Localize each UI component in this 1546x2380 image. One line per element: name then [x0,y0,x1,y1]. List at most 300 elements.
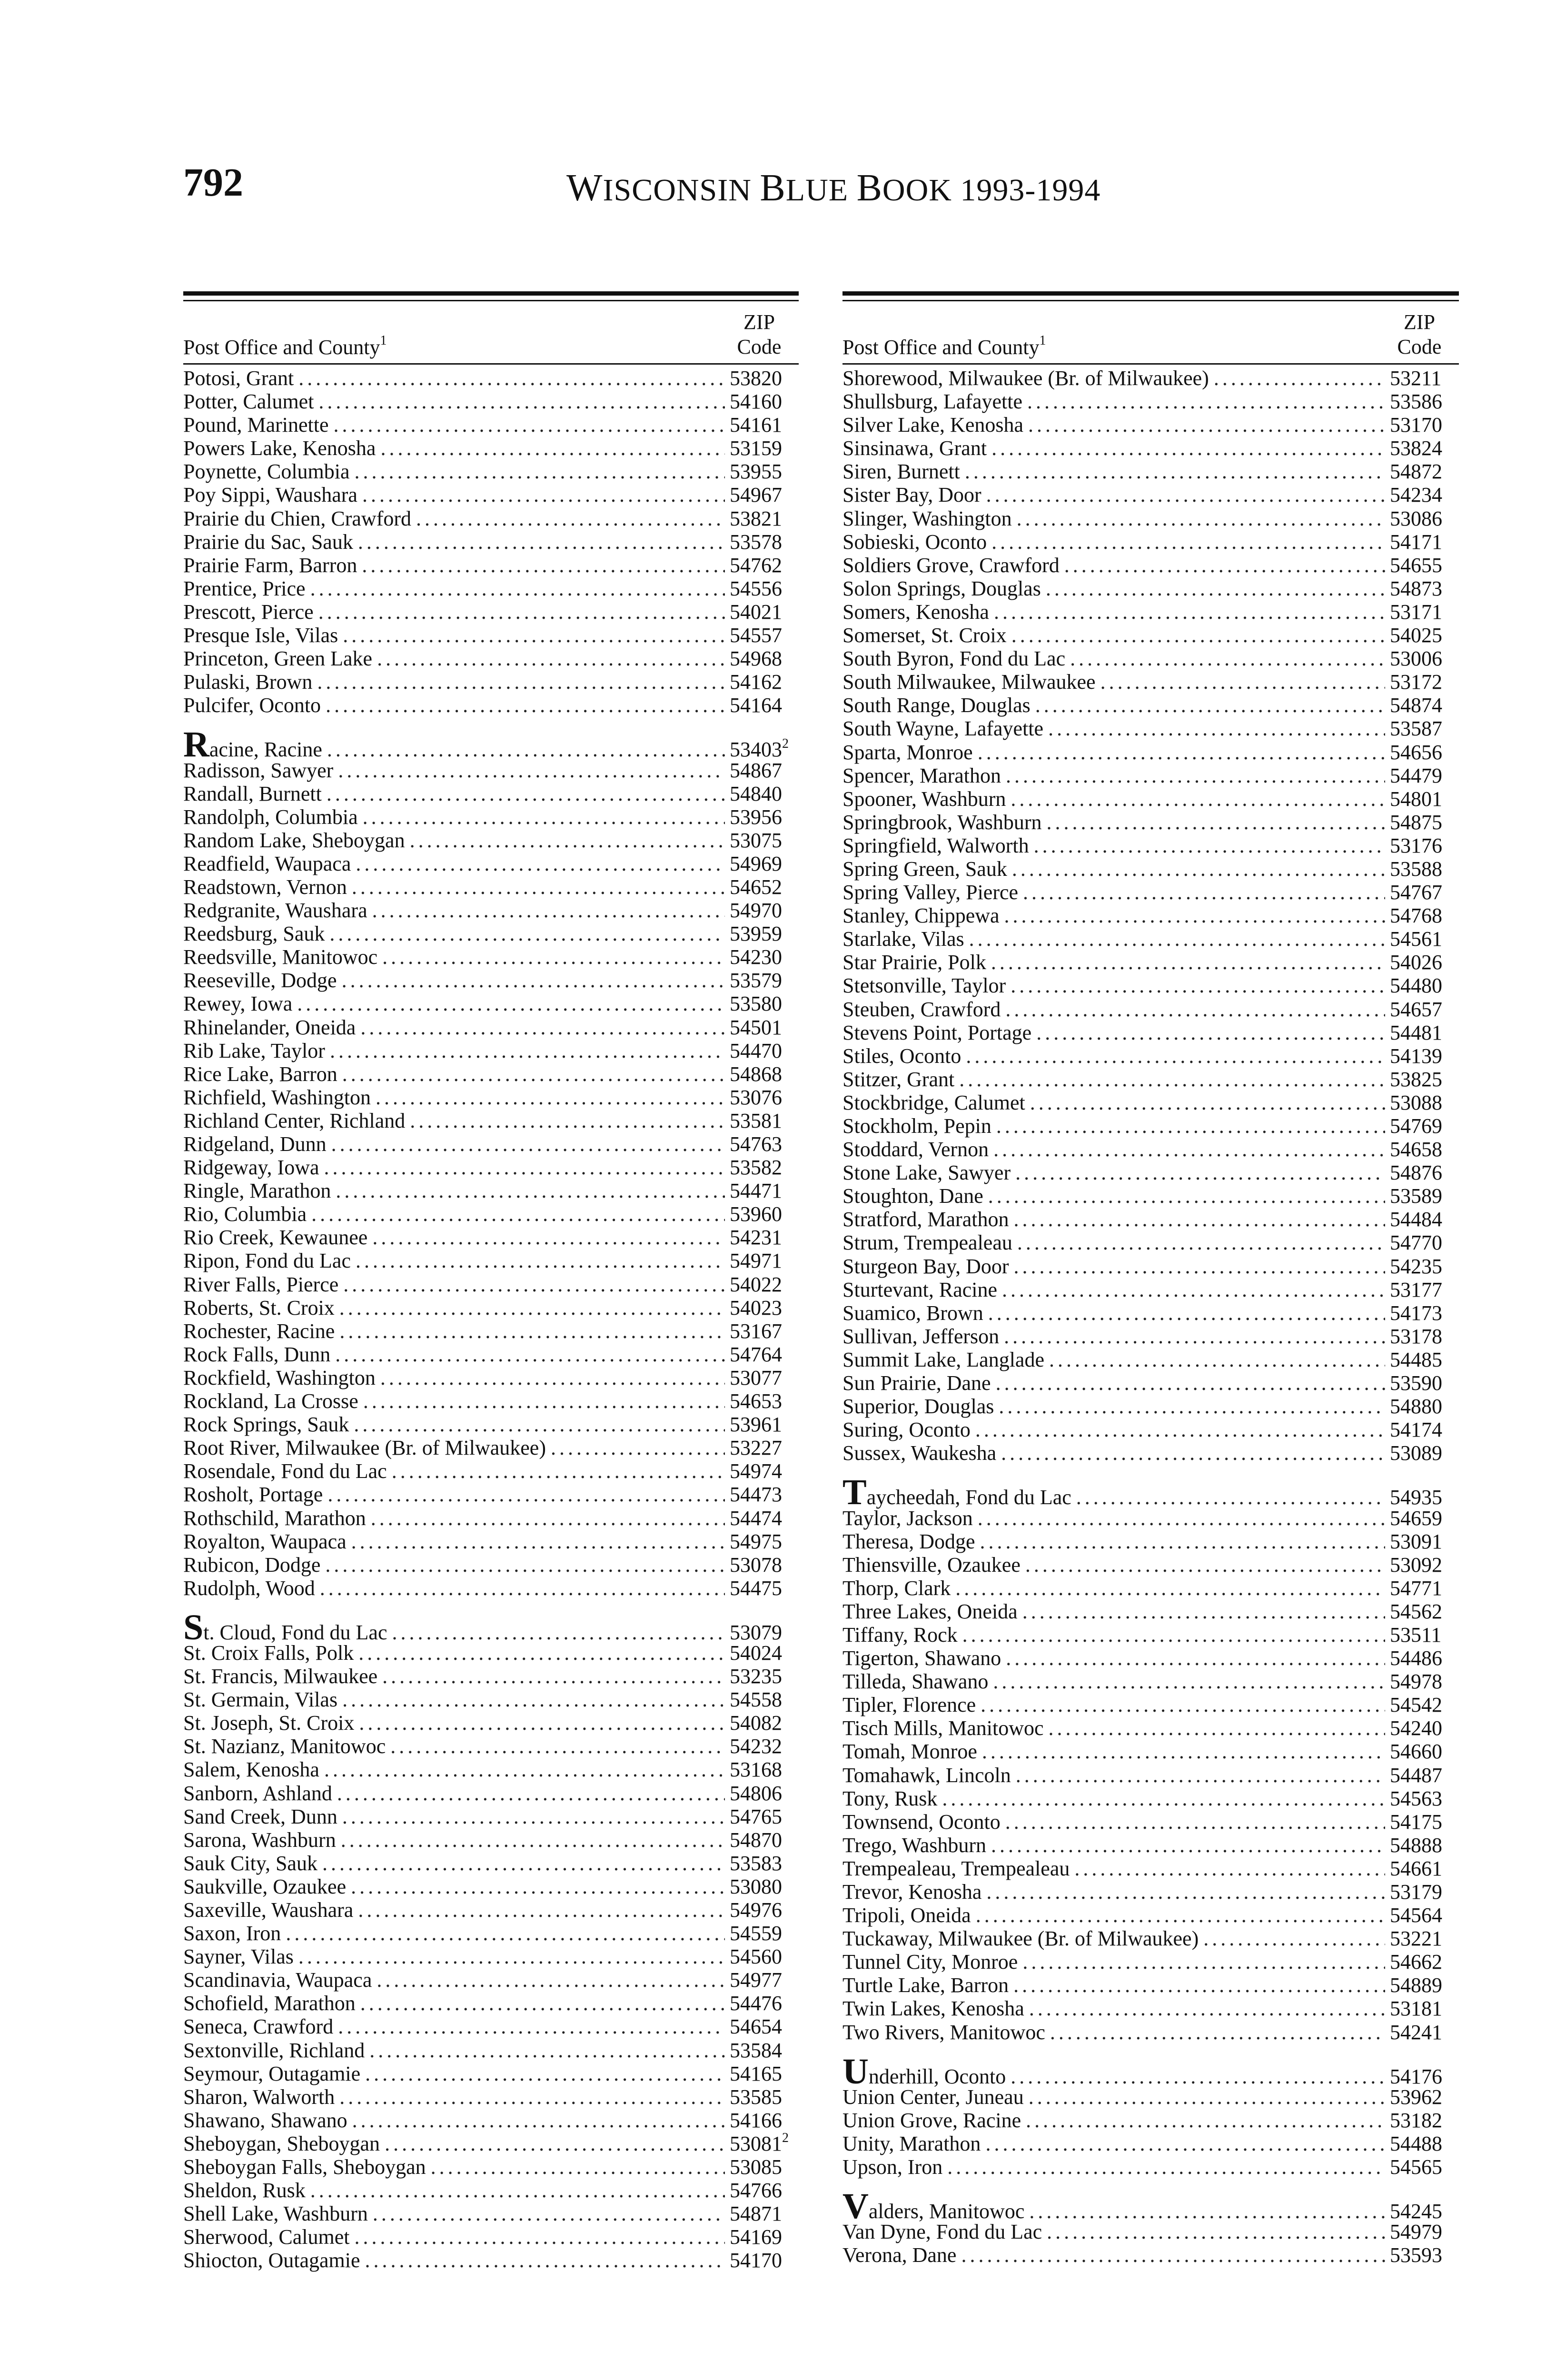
zip-code-value: 54771 [1390,1576,1442,1600]
zip-code-value: 53086 [1390,506,1442,530]
post-office-name: Readfield, Waupaca [183,852,351,875]
zip-code [730,1202,799,1226]
dot-leader [551,1436,725,1459]
zip-code-value: 53168 [730,1758,782,1782]
zip-code-value: 54767 [1390,881,1442,904]
zip-code [730,1459,799,1483]
dot-leader [999,1395,1385,1418]
zip-code-value: 53159 [730,436,782,460]
dot-leader [372,1226,725,1249]
zip-code [1390,530,1459,554]
zip-code [1390,1834,1459,1857]
post-office-name: Shullsburg, Lafayette [842,390,1022,414]
zip-code-value: 53586 [1390,390,1442,414]
zip-code [730,2062,799,2085]
zip-code-value: 54872 [1390,460,1442,484]
zip-code [1390,1623,1459,1646]
dot-leader [355,460,725,483]
dot-leader [329,922,725,945]
zip-entry-row [183,829,799,852]
zip-entry-row [842,460,1459,483]
dot-leader [324,1156,725,1179]
right-column [842,291,1459,2267]
title-part-isconsin: ISCONSIN [603,173,760,208]
zip-code-value: 54160 [730,390,782,414]
zip-entry-row [842,1693,1459,1716]
zip-entry-row [183,759,799,782]
post-office-name: Union Grove, Racine [842,2108,1021,2132]
post-office-name: Townsend, Oconto [842,1810,1001,1834]
zip-code-value: 53211 [1390,367,1442,390]
post-office-name: Rock Springs, Sauk [183,1413,349,1437]
post-office-name: Reedsburg, Sauk [183,922,325,946]
zip-code [730,507,799,530]
zip-entry-row [842,1418,1459,1441]
zip-code [1390,741,1459,764]
zip-entry-row [842,811,1459,834]
zip-code-value: 54658 [1390,1138,1442,1161]
dot-leader [966,1044,1385,1068]
zip-code-value: 53182 [1390,2108,1442,2132]
post-office-name: Rockland, La Crosse [183,1389,358,1413]
zip-entry-row [183,2015,799,2038]
zip-code-value: 54171 [1390,530,1442,554]
zip-code-value: 54473 [730,1483,782,1507]
zip-entry-row [183,1062,799,1086]
zip-entry-row [183,647,799,670]
dot-leader [318,390,725,413]
dot-leader [372,899,725,922]
zip-entry-row [183,1735,799,1758]
zip-code [1390,1044,1459,1068]
zip-code-value: 54654 [730,2015,782,2039]
zip-code [1390,1486,1459,1509]
zip-code [730,1577,799,1600]
dot-leader [978,741,1385,764]
dot-leader [356,852,725,875]
post-office-name: St. Nazianz, Manitowoc [183,1735,386,1758]
zip-code-value: 54880 [1390,1395,1442,1418]
dot-leader [996,1371,1385,1395]
post-office-name: Sand Creek, Dunn [183,1805,337,1828]
post-office-name: Taylor, Jackson [842,1506,973,1530]
post-office-name: Tuckaway, Milwaukee (Br. of Milwaukee) [842,1927,1199,1951]
zip-entry-row [183,1945,799,1968]
page-number: 792 [183,160,243,205]
post-office-heading [842,335,1046,359]
dot-leader [993,1670,1385,1693]
post-office-name: Upson, Iron [842,2155,943,2179]
zip-entry-row [842,927,1459,951]
dot-leader [325,1553,725,1577]
dot-leader [1004,904,1385,927]
zip-code [1390,577,1459,600]
zip-code-value: 53587 [1390,717,1442,741]
zip-code-value: 54765 [730,1805,782,1828]
zip-entry-row [842,2155,1459,2179]
zip-entry-row [842,1021,1459,1044]
dot-leader [318,600,725,624]
zip-code-value: 53960 [730,1202,782,1226]
zip-code [1390,1184,1459,1208]
zip-code-value: 54164 [730,694,782,717]
zip-code-value: 54139 [1390,1044,1442,1068]
zip-entry-row [842,530,1459,554]
zip-code-value: 54161 [730,413,782,437]
dot-leader [1029,2200,1385,2223]
zip-code-value: 54969 [730,852,782,875]
zip-code-value: 53078 [730,1553,782,1577]
zip-code [730,577,799,600]
dot-leader [362,554,725,577]
zip-entry-row [183,1483,799,1506]
dot-leader [327,782,725,805]
post-office-name: Theresa, Dodge [842,1529,975,1553]
post-office-name: Two Rivers, Manitowoc [842,2020,1045,2044]
zip-code [730,2015,799,2038]
zip-code-value: 53077 [730,1366,782,1389]
dot-leader [1013,1973,1385,1997]
zip-code-value: 54766 [730,2179,782,2202]
dot-leader [1025,1553,1385,1577]
post-office-name: Suamico, Brown [842,1301,983,1325]
dot-leader [1001,1441,1385,1465]
zip-code-value: 54768 [1390,904,1442,928]
zip-code [730,624,799,647]
zip-code [730,1507,799,1530]
zip-code-value: 53092 [1390,1553,1442,1577]
dot-leader [1046,577,1385,600]
zip-code-value: 54487 [1390,1763,1442,1787]
zip-code-value: 54173 [1390,1301,1442,1325]
zip-code [1390,2021,1459,2044]
post-office-name: Soldiers Grove, Crawford [842,553,1060,577]
zip-entry-row [183,1553,799,1577]
post-office-name: Spring Valley, Pierce [842,881,1019,904]
dot-leader [1203,1927,1385,1950]
zip-code [730,1530,799,1553]
zip-code [730,483,799,506]
dot-leader [1047,811,1385,834]
dot-leader [369,2039,725,2062]
dot-leader [1012,857,1385,881]
zip-code-value: 53079 [730,1620,782,1644]
title-part-lue: LUE [785,173,857,208]
post-office-name: Trempealeau, Trempealeau [842,1856,1070,1880]
dot-leader [339,2085,725,2109]
post-office-name: Somers, Kenosha [842,600,989,624]
post-office-name: Poynette, Columbia [183,460,350,484]
zip-code-value: 54801 [1390,787,1442,811]
zip-code-value: 53824 [1390,436,1442,460]
dot-leader [1026,2109,1385,2132]
zip-code [1390,2085,1459,2109]
dot-leader [338,2015,725,2038]
zip-code [730,1086,799,1109]
zip-code [1390,1646,1459,1670]
zip-code-value: 54024 [730,1641,782,1665]
zip-entry-row [842,1208,1459,1231]
post-office-name: Sturgeon Bay, Door [842,1254,1009,1278]
post-office-name: Presque Isle, Vilas [183,624,338,647]
post-office-name: Tiffany, Rock [842,1623,958,1646]
dot-leader [1011,624,1385,647]
dot-leader [363,1389,725,1413]
dot-leader [1076,1486,1385,1509]
post-office-name: St. Croix Falls, Polk [183,1641,354,1665]
zip-code [730,1922,799,1945]
zip-entry-row [183,992,799,1015]
zip-entry-row [183,1016,799,1039]
zip-code-value: 53585 [730,2085,782,2109]
zip-code-value: 54557 [730,624,782,647]
zip-heading-top: ZIP [743,310,775,334]
post-office-name: Poy Sippi, Waushara [183,483,357,507]
zip-code [730,2225,799,2249]
post-office-name: Valders, Manitowoc [842,2186,1025,2227]
zip-entry-row [183,483,799,506]
zip-code-value: 54476 [730,1992,782,2015]
dot-leader [1049,1348,1385,1371]
dot-leader [1028,413,1385,436]
post-office-name: St. Francis, Milwaukee [183,1665,378,1688]
zip-code [1390,1301,1459,1325]
zip-code [730,436,799,460]
zip-entry-row [842,1904,1459,1927]
zip-entry-row [842,577,1459,600]
dot-leader [1047,2220,1385,2243]
section-initial: V [842,2186,869,2227]
zip-code-value: 54542 [1390,1693,1442,1717]
zip-heading-bottom: Code [1397,335,1442,358]
post-office-name: Shell Lake, Washburn [183,2202,368,2226]
zip-code-value: 54169 [730,2225,782,2249]
dot-leader [358,1641,725,1665]
zip-entry-row [183,1459,799,1483]
post-office-name: Sheldon, Rusk [183,2179,306,2202]
zip-entry-row [183,1179,799,1202]
post-office-name: Pulcifer, Oconto [183,694,321,717]
zip-code-value: 53178 [1390,1324,1442,1348]
zip-code [1390,834,1459,857]
zip-entry-row [183,460,799,483]
zip-code-value: 54481 [1390,1021,1442,1044]
dot-leader [351,1530,725,1553]
dot-leader [342,969,725,992]
dot-leader [356,1249,725,1272]
dot-leader [355,2225,725,2249]
zip-entry-row [842,1161,1459,1184]
post-office-name: Tomah, Monroe [842,1740,977,1764]
zip-code-value: 54022 [730,1272,782,1296]
zip-code [730,1156,799,1179]
zip-entry-row [842,787,1459,811]
zip-entry-row [842,764,1459,787]
zip-code-value: 53589 [1390,1184,1442,1208]
zip-entry-row [183,1319,799,1343]
zip-code [1390,1857,1459,1880]
zip-code-value: 53227 [730,1436,782,1460]
zip-entry-row [842,390,1459,413]
post-office-name: Redgranite, Waushara [183,899,367,922]
post-office-name: Stone Lake, Sawyer [842,1161,1011,1185]
post-office-name: Silver Lake, Kenosha [842,413,1023,437]
zip-entry-row [842,1325,1459,1348]
zip-code-value: 53959 [730,922,782,946]
dot-leader [317,670,725,694]
zip-entry-row [183,577,799,600]
post-office-name: Sun Prairie, Dane [842,1371,991,1395]
dot-leader [1050,2021,1385,2044]
dot-leader [975,1418,1385,1441]
dot-leader [1013,1208,1385,1231]
dot-leader [320,1577,725,1600]
zip-code [1390,1577,1459,1600]
zip-entry-row [842,834,1459,857]
zip-code-value: 54479 [1390,764,1442,787]
dot-leader [365,2062,725,2085]
zip-code [730,899,799,922]
zip-code [730,805,799,829]
zip-code-value: 54976 [730,1898,782,1922]
dot-leader [360,1016,725,1039]
post-office-name: Sauk City, Sauk [183,1851,317,1875]
zip-code [730,1735,799,1758]
zip-code [1390,927,1459,951]
zip-code [730,2039,799,2062]
zip-entry-row [183,969,799,992]
zip-code-value: 53171 [1390,600,1442,624]
zip-code [730,1852,799,1875]
dot-leader [360,1992,725,2015]
zip-code-value: 53583 [730,1851,782,1875]
zip-code [1390,1138,1459,1161]
dot-leader [385,2132,725,2155]
post-office-name: Randall, Burnett [183,782,322,805]
zip-entry-row [183,670,799,694]
zip-entry-row [842,1530,1459,1553]
zip-code-value: 53167 [730,1319,782,1343]
zip-code [1390,1997,1459,2020]
right-entry-list [842,367,1459,2267]
zip-entry-row [183,2039,799,2062]
zip-code-value: 53582 [730,1156,782,1180]
zip-code-value: 54021 [730,600,782,624]
post-office-name: Strum, Trempealeau [842,1231,1012,1255]
dot-leader [380,436,725,460]
post-office-heading-text: Post Office and County [183,336,380,359]
post-office-name: Thiensville, Ozaukee [842,1553,1021,1577]
dot-leader [331,1132,725,1156]
zip-entry-row [842,1348,1459,1371]
post-office-name: Rice Lake, Barron [183,1062,337,1086]
zip-entry-row [842,1646,1459,1670]
dot-leader [965,460,1385,483]
zip-code-value: 54871 [730,2202,782,2226]
post-office-name: Sister Bay, Door [842,483,981,507]
zip-code-value: 54652 [730,875,782,899]
section-initial: R [183,724,209,765]
post-office-name: Ringle, Marathon [183,1179,331,1203]
zip-code-value: 53581 [730,1109,782,1132]
zip-code-value: 54806 [730,1781,782,1805]
dot-leader [955,1577,1385,1600]
post-office-name: St. Joseph, St. Croix [183,1711,355,1735]
zip-entry-row [183,694,799,717]
zip-entry-row [183,1968,799,1992]
zip-code-value: 54660 [1390,1740,1442,1764]
zip-code-value: 54875 [1390,810,1442,834]
zip-code [730,554,799,577]
post-office-name: Somerset, St. Croix [842,624,1007,647]
zip-entry-row [183,1875,799,1898]
post-office-name: Rothschild, Marathon [183,1506,366,1530]
dot-leader [1034,834,1385,857]
zip-code [730,1782,799,1805]
zip-code [730,1109,799,1132]
zip-code [1390,1348,1459,1371]
post-office-name: Steuben, Crawford [842,997,1001,1021]
zip-code [1390,1670,1459,1693]
dot-leader [336,1179,725,1202]
zip-code [1390,1255,1459,1278]
post-office-name: Unity, Marathon [842,2132,981,2155]
zip-entry-row [183,2155,799,2179]
zip-entry-row [842,1472,1459,1513]
zip-code-value: 53088 [1390,1091,1442,1114]
zip-entry-row [842,483,1459,506]
zip-code [1390,2220,1459,2243]
zip-code-value: 54560 [730,1945,782,1969]
zip-code [730,2155,799,2179]
post-office-name: Starlake, Vilas [842,927,964,951]
zip-entry-row [842,1278,1459,1301]
zip-code [730,460,799,483]
dot-leader [298,1945,725,1968]
zip-entry-row [842,1787,1459,1810]
zip-entry-row [183,1366,799,1389]
zip-heading-top: ZIP [1404,310,1435,334]
dot-leader [342,1805,725,1828]
zip-code [730,969,799,992]
zip-code-value: 54170 [730,2249,782,2272]
zip-entry-row [842,1553,1459,1577]
zip-code-value: 54967 [730,483,782,507]
dot-leader [996,1114,1385,1138]
zip-code [730,1273,799,1296]
zip-code [1390,1231,1459,1254]
dot-leader [337,1782,725,1805]
zip-code [730,1968,799,1992]
dot-leader [327,738,725,761]
post-office-name: Sharon, Walworth [183,2085,335,2109]
zip-entry-row [183,1711,799,1735]
zip-code [730,2085,799,2109]
zip-entry-row [183,1132,799,1156]
zip-code [1390,367,1459,390]
running-header [566,169,1100,207]
zip-code-value: 53177 [1390,1278,1442,1301]
zip-code [1390,998,1459,1021]
dot-leader [1002,1278,1385,1301]
zip-code-value: 54230 [730,945,782,969]
post-office-name: Seymour, Outagamie [183,2062,361,2085]
zip-code [730,694,799,717]
zip-code [730,782,799,805]
zip-code-value: 53006 [1390,647,1442,671]
dot-leader [981,1693,1385,1716]
post-office-name: Stockholm, Pepin [842,1114,991,1138]
